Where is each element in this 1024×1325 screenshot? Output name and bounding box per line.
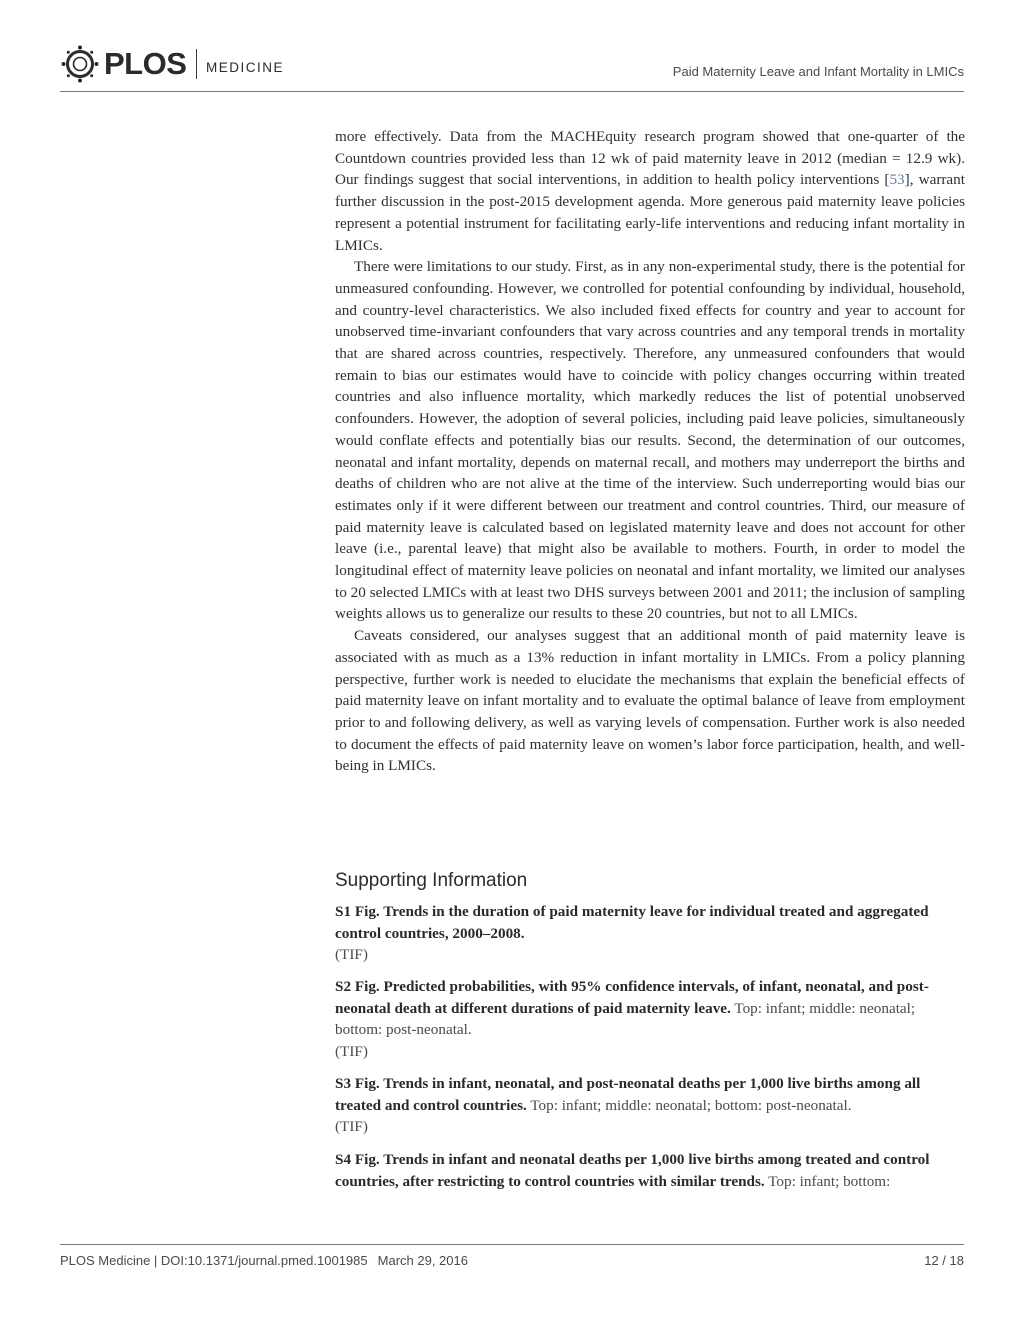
journal-doi[interactable]: PLOS Medicine | DOI:10.1371/journal.pmed.1001985: [60, 1253, 368, 1268]
section-heading: Supporting Information: [335, 870, 528, 891]
logo-wordmark: PLOS: [104, 46, 187, 81]
supporting-item-title: S1 Fig. Trends in the duration of paid maternity leave for individual treated and aggregated control countries, 2000–2008.: [335, 903, 929, 942]
paragraph-1-text-cont: ], warrant further discussion in the post-2015 development agenda. More generous paid maternity leave policies represent a potential instrument for facilitating early-life interventions and reducing infant mortality in LMICs.: [335, 171, 965, 254]
plos-logo-icon: [60, 44, 100, 84]
paragraph-1-text: more effectively. Data from the MACHEquity research program showed that one-quarter of the Countdown countries provided less than 12 wk of paid maternity leave in 2012 (median = 12.9 wk). Our findings suggest that social interventions, in addition to health policy interventions [: [335, 128, 965, 189]
supporting-item-format: (TIF): [335, 1118, 368, 1136]
supporting-item-s3[interactable]: [335, 1073, 965, 1138]
body-text: [335, 126, 965, 777]
supporting-item-s1[interactable]: [335, 901, 965, 966]
logo-divider: [196, 49, 197, 79]
supporting-item-s4[interactable]: [335, 1149, 965, 1192]
publication-date: March 29, 2016: [377, 1253, 468, 1268]
supporting-item-s2[interactable]: [335, 976, 965, 1063]
page-header: [60, 40, 964, 92]
footer-citation: [60, 1253, 468, 1269]
header-divider: [60, 91, 964, 92]
paragraph-1: [335, 126, 965, 256]
supporting-item-title: S2 Fig. Predicted probabilities, with 95% confidence intervals, of infant, neonatal, and post-neonatal death at different durations of paid maternity leave.: [335, 978, 929, 1017]
page-number: 12 / 18: [924, 1253, 964, 1268]
reference-link[interactable]: 53: [889, 171, 905, 189]
supporting-item-format: (TIF): [335, 946, 368, 964]
supporting-item-title: S4 Fig. Trends in infant and neonatal deaths per 1,000 live births among treated and control countries, after restricting to control countries with similar trends.: [335, 1151, 930, 1190]
paragraph-2: There were limitations to our study. First, as in any non-experimental study, there is the potential for unmeasured confounding. However, we controlled for potential confounding by individual, household, and country-level characteristics. We also included fixed effects for country and year to account for unobserved time-invariant confounders that vary across countries and any temporal trends in mortality that are shared across countries, respectively. Therefore, any unmeasured confounders that would remain to bias our estimates would have to coincide with policy changes occurring within treated countries and also influence mortality, which markedly reduces the list of potential unobserved confounders. However, the adoption of several policies, including paid leave policies, simultaneously would conflate effects and potentially bias our results. Second, the determination of our outcomes, neonatal and infant mortality, depends on maternal recall, and mothers may underreport the births and deaths of children who are not alive at the time of the interview. Such underreporting would bias our estimates only if it were different between our treatment and control countries. Third, our measure of paid maternity leave is calculated based on legislated maternity leave and does not account for other leave (i.e., parental leave) that might also be available to mothers. Fourth, in order to model the longitudinal effect of maternity leave policies on neonatal and infant mortality, we limited our analyses to 20 selected LMICs with at least two DHS surveys between 2001 and 2011; the inclusion of sampling weights allows us to generalize our results to these 20 countries, but not to all LMICs.: [335, 258, 965, 623]
paragraph-3: Caveats considered, our analyses suggest that an additional month of paid maternity leave is associated with as much as a 13% reduction in infant mortality in LMICs. From a policy planning perspective, further work is needed to elucidate the mechanisms that explain the beneficial effects of paid maternity leave on infant mortality and to evaluate the optimal balance of leave from employment prior to and following delivery, as well as varying levels of compensation. Further work is also needed to document the effects of paid maternity leave on women’s labor force participation, health, and well-being in LMICs.: [335, 627, 965, 775]
footer-divider: [60, 1244, 964, 1245]
running-title: Paid Maternity Leave and Infant Mortality in LMICs: [672, 64, 964, 79]
supporting-item-title: S3 Fig. Trends in infant, neonatal, and post-neonatal deaths per 1,000 live births among all treated and control countries.: [335, 1075, 921, 1114]
supporting-item-desc: Top: infant; middle: neonatal; bottom: post-neonatal.: [335, 999, 916, 1039]
supporting-item-desc: Top: infant; bottom:: [768, 1172, 891, 1190]
journal-name: MEDICINE: [206, 60, 285, 75]
supporting-item-format: (TIF): [335, 1043, 368, 1061]
supporting-item-desc: Top: infant; middle: neonatal; bottom: post-neonatal.: [530, 1096, 852, 1114]
